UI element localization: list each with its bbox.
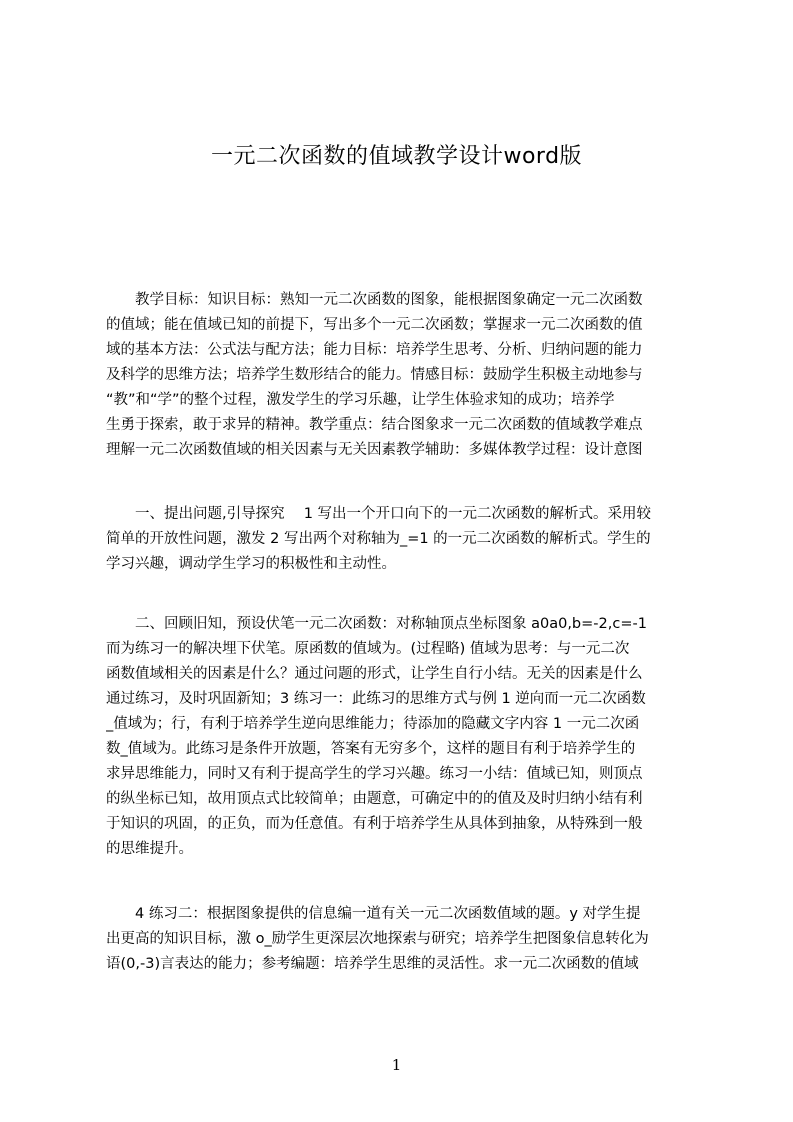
paragraph-review (106, 612, 699, 862)
page-number: 1 (391, 1056, 402, 1074)
text-line: 的思维提升。 (106, 841, 193, 857)
document-title: 一元二次函数的值域教学设计word版 (210, 144, 583, 169)
paragraph-pose-question (106, 502, 699, 577)
text-line: 学习兴趣，调动学生学习的积极性和主动性。 (106, 556, 396, 572)
text-line: 一、提出问题,引导探究 1 写出一个开口向下的一元二次函数的解析式。采用较 (106, 506, 652, 522)
text-line: 域的基本方法：公式法与配方法；能力目标：培养学生思考、分析、归纳问题的能力 (106, 342, 643, 358)
text-line: 而为练习一的解决埋下伏笔。原函数的值域为。(过程略) 值域为思考：与一元二次 (106, 641, 630, 657)
text-line: 出更高的知识目标，激 o_励学生更深层次地探索与研究；培养学生把图象信息转化为 (106, 931, 649, 947)
text-line: 语(0,-3)言表达的能力；参考编题：培养学生思维的灵活性。求一元二次函数的值域 (106, 956, 639, 972)
text-line: 4 练习二：根据图象提供的信息编一道有关一元二次函数值域的题。y 对学生提 (106, 906, 641, 922)
text-line: _值域为；行，有利于培养学生逆向思维能力；待添加的隐藏文字内容 1 一元二次函 (106, 716, 640, 732)
text-line: 简单的开放性问题，激发 2 写出两个对称轴为_=1 的一元二次函数的解析式。学生的 (106, 531, 651, 547)
text-line: 理解一元二次函数值域的相关因素与无关因素教学辅助：多媒体教学过程：设计意图 (106, 442, 643, 458)
text-line: “教”和“学”的整个过程，激发学生的学习乐趣，让学生体验求知的成功；培养学 (106, 392, 615, 408)
paragraph-teaching-objectives (106, 288, 699, 463)
paragraph-exercise-two (106, 902, 699, 977)
text-line: 生勇于探索，敢于求异的精神。教学重点：结合图象求一元二次函数的值域教学难点 (106, 417, 643, 433)
text-line: 函数值域相关的因素是什么？通过问题的形式，让学生自行小结。无关的因素是什么 (106, 666, 643, 682)
text-line: 的值域；能在值域已知的前提下，写出多个一元二次函数；掌握求一元二次函数的值 (106, 317, 643, 333)
text-line: 教学目标：知识目标：熟知一元二次函数的图象，能根据图象确定一元二次函数 (106, 292, 643, 308)
text-line: 二、回顾旧知，预设伏笔一元二次函数：对称轴顶点坐标图象 a0a0,b=-2,c=-1 (106, 616, 647, 632)
text-line: 及科学的思维方法；培养学生数形结合的能力。情感目标：鼓励学生积极主动地参与 (106, 367, 643, 383)
text-line: 的纵坐标已知，故用顶点式比较简单；由题意，可确定中的的值及及时归纳小结有利 (106, 791, 643, 807)
text-line: 于知识的巩固，的正负，而为任意值。有利于培养学生从具体到抽象，从特殊到一般 (106, 816, 643, 832)
text-line: 求异思维能力，同时又有利于提高学生的学习兴趣。练习一小结：值域已知，则顶点 (106, 766, 643, 782)
text-line: 数_值域为。此练习是条件开放题，答案有无穷多个，这样的题目有利于培养学生的 (106, 741, 636, 757)
text-line: 通过练习，及时巩固新知；3 练习一：此练习的思维方式与例 1 逆向而一元二次函数 (106, 691, 646, 707)
